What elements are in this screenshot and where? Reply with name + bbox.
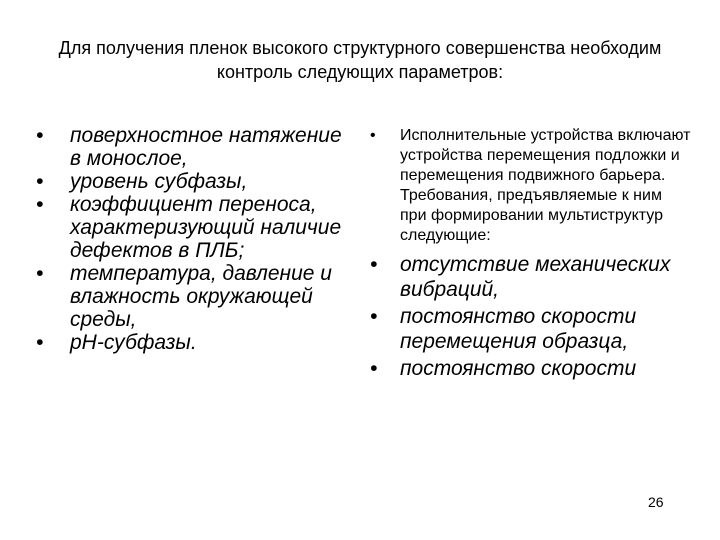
page-number: 26	[648, 494, 664, 510]
list-item-constant-speed: • постоянство скорости перемещения образца,	[362, 304, 692, 354]
right-bullet-list	[362, 126, 692, 381]
list-item-subphase-ph: • рН-субфазы.	[28, 331, 348, 354]
list-item-surface-tension: • поверхностное натяжение в монослое,	[28, 124, 348, 170]
list-item-subphase-level: • уровень субфазы,	[28, 170, 348, 193]
list-item-constant-speed-cut: • постоянство скорости	[362, 356, 692, 381]
left-bullet-list	[28, 124, 348, 354]
list-item-actuators-intro: • Исполнительные устройства включают устройства перемещения подложки и перемещения подвижного барьера. Требования, предъявляемые к ним при формировании мультиструктур следующие:	[362, 126, 692, 246]
list-item-environment-conditions: • температура, давление и влажность окружающей среды,	[28, 262, 348, 331]
slide-title: Для получения пленок высокого структурного совершенства необходим контроль следующих параметров:	[58, 38, 662, 82]
list-item-no-vibration: • отсутствие механических вибраций,	[362, 252, 692, 302]
list-item-transfer-coefficient: • коэффициент переноса, характеризующий наличие дефектов в ПЛБ;	[28, 193, 348, 262]
